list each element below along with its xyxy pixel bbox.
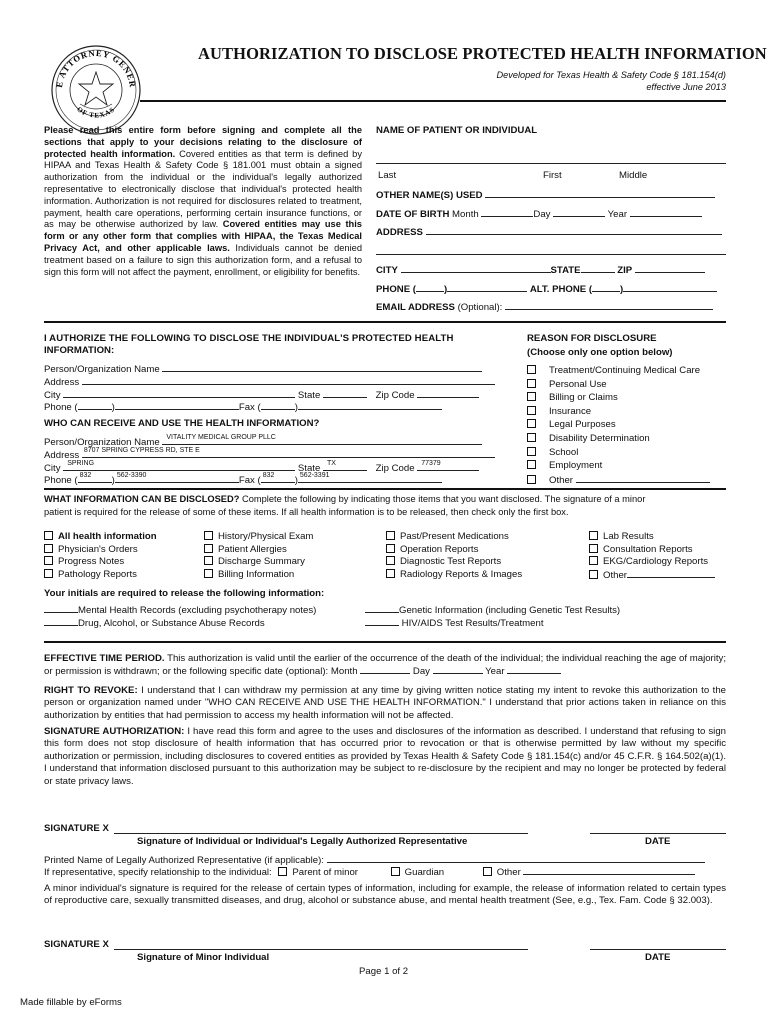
reason-checkbox[interactable] <box>527 447 536 456</box>
minor-signature-caption: Signature of Minor Individual <box>137 952 270 963</box>
recv-fax-area[interactable] <box>261 474 295 483</box>
info-checkbox[interactable] <box>204 544 213 553</box>
info-option-discharge-summary[interactable] <box>204 556 313 569</box>
auth-address-row <box>44 376 495 388</box>
address-label: ADDRESS <box>376 227 423 238</box>
address-line-2[interactable] <box>376 254 726 255</box>
info-option-pathology-reports[interactable] <box>44 569 157 582</box>
authorize-heading-2: INFORMATION: <box>44 345 115 356</box>
phone-area-field[interactable] <box>416 283 444 292</box>
auth-state-label: State <box>297 390 321 401</box>
info-checkbox[interactable] <box>44 556 53 565</box>
info-option-radiology-reports-images[interactable] <box>386 569 522 582</box>
section-divider-1 <box>44 321 726 323</box>
what-column-1 <box>44 531 157 581</box>
info-label: Past/Present Medications <box>400 531 509 542</box>
recv-phone-area[interactable] <box>78 474 112 483</box>
info-label: Physician's Orders <box>58 543 138 555</box>
reason-option-employment[interactable] <box>527 460 727 474</box>
recv-state-value: TX <box>326 460 336 467</box>
phone-row: PHONE ( ) ALT. PHONE ( ) <box>376 283 717 295</box>
initial-genetic-label: Genetic Information (including Genetic Test Results) <box>399 605 621 616</box>
attorney-general-seal <box>50 44 142 136</box>
dob-year-label: Year <box>607 209 628 220</box>
printed-name-field[interactable] <box>327 854 705 863</box>
header-divider <box>140 100 726 102</box>
reason-option-legal-purposes[interactable] <box>527 419 727 433</box>
auth-fax-field[interactable] <box>298 401 442 410</box>
initials-row-2 <box>44 617 265 629</box>
info-label: Other <box>603 569 627 581</box>
info-checkbox[interactable] <box>589 570 598 579</box>
patient-name-line[interactable] <box>376 163 726 164</box>
initial-drug-alcohol-field[interactable] <box>44 617 78 626</box>
email-field[interactable] <box>505 301 713 310</box>
info-label: Pathology Reports <box>58 568 137 580</box>
city-label: CITY <box>376 265 398 276</box>
recv-address-field[interactable] <box>82 449 495 458</box>
initials-row-1 <box>44 604 316 616</box>
recv-zip-label: Zip Code <box>375 463 415 474</box>
zip-label: ZIP <box>617 265 633 276</box>
revoke-paragraph <box>44 685 726 722</box>
parent-label: Parent of minor <box>292 867 358 878</box>
info-label: Progress Notes <box>58 556 125 568</box>
recv-phone-area-value: 832 <box>79 472 92 479</box>
effective-year-field[interactable] <box>507 665 561 674</box>
info-label: Consultation Reports <box>603 543 693 555</box>
initial-mental-health-field[interactable] <box>44 604 78 613</box>
auth-phone-label: Phone <box>44 402 72 413</box>
reason-option-disability-determination[interactable] <box>527 433 727 447</box>
page-number: Page 1 of 2 <box>359 966 409 977</box>
revoke-text: I understand that I can withdraw my permission at any time by giving written notice stating my intent to revoke this authorization to the person or organization named under "WHO CAN RECEIVE AND USE THE HEALTH INFORMATION." I understand that prior actions taken in reliance on this authorization by entities that had permission to access my health information will not be affected. <box>44 685 726 721</box>
other-names-row <box>376 189 715 201</box>
eforms-credit: Made fillable by eForms <box>20 997 122 1008</box>
effective-label: EFFECTIVE TIME PERIOD. <box>44 653 165 664</box>
effective-text: This authorization is valid until the earlier of the occurrence of the death of the individual; the individual reaching the age of majority; or permission is withdrawn; or the following specific date (optional): Month <box>44 653 726 678</box>
info-option-lab-results[interactable] <box>589 531 715 544</box>
recv-fax-value: 562-3391 <box>299 472 330 479</box>
minor-signature-line[interactable] <box>114 949 528 950</box>
dob-month-field[interactable] <box>481 208 533 217</box>
recv-city-label: City <box>44 463 61 474</box>
recv-zip-value: 77379 <box>421 460 441 467</box>
auth-phone-area[interactable] <box>78 401 112 410</box>
printed-name-label: Printed Name of Legally Authorized Representative (if applicable): <box>44 855 324 866</box>
reason-heading: REASON FOR DISCLOSURE <box>527 333 657 344</box>
reason-option-school[interactable] <box>527 447 727 461</box>
first-label: First <box>543 170 562 181</box>
effective-month-field[interactable] <box>360 665 410 674</box>
info-checkbox[interactable] <box>44 531 53 540</box>
other-relationship-field[interactable] <box>523 866 695 875</box>
reason-label: Personal Use <box>549 378 607 390</box>
city-row <box>376 264 705 276</box>
auth-state-field[interactable] <box>323 389 367 398</box>
date-caption: DATE <box>645 836 671 847</box>
auth-phone-field[interactable] <box>115 401 239 410</box>
intro-bold-2: Covered entities may use this form or any other form that complies with HIPAA, the Texas Medical Privacy Act, and other applicable laws. <box>44 219 362 253</box>
auth-fax-label: Fax <box>238 402 255 413</box>
info-checkbox[interactable] <box>589 531 598 540</box>
recv-phone-row: Phone ( 832 ) 562-3390 Fax ( 832 ) 562-3391 <box>44 474 442 486</box>
intro-text: Covered entities as that term is defined by HIPAA and Texas Health & Safety Code § 181.001 must obtain a signed authorization from the individual or the individual's legally authorized representative to electronically disclose that individual's protected health information. Authorization is not required for disclosures related to treatment, payment, health care operations, performing certain insurance functions, or as may be otherwise authorized by law. <box>44 148 362 230</box>
recv-state-field[interactable] <box>323 462 367 471</box>
recv-city-field[interactable] <box>63 462 295 471</box>
info-label: Lab Results <box>603 531 654 542</box>
initial-hiv-field[interactable] <box>365 617 399 626</box>
recv-city-value: SPRING <box>67 460 95 467</box>
info-checkbox[interactable] <box>204 569 213 578</box>
dob-year-field[interactable] <box>630 208 702 217</box>
reason-option-other[interactable] <box>527 474 727 488</box>
info-label: History/Physical Exam <box>218 531 314 542</box>
info-option-history-physical-exam[interactable] <box>204 531 313 544</box>
zip-field[interactable] <box>635 264 705 273</box>
reason-label: Treatment/Continuing Medical Care <box>549 365 701 376</box>
info-option-billing-information[interactable] <box>204 569 313 582</box>
phone-label: PHONE ( <box>376 284 416 295</box>
recv-person-value: VITALITY MEDICAL GROUP PLLC <box>166 434 276 441</box>
recv-city-row <box>44 462 479 474</box>
recv-fax-area-value: 832 <box>262 472 275 479</box>
info-checkbox[interactable] <box>44 544 53 553</box>
signature-authorization-paragraph <box>44 726 726 788</box>
alt-phone-field[interactable] <box>623 283 717 292</box>
intro-text-2: Individuals cannot be denied treatment based on a failure to sign this authorization form, and a refusal to sign this form will not affect the payment, enrollment, or eligibility for benefits. <box>44 242 362 277</box>
reason-checkbox[interactable] <box>527 475 536 484</box>
minor-signature-label: SIGNATURE X <box>44 939 109 950</box>
info-option-other[interactable] <box>589 569 715 582</box>
recv-person-label: Person/Organization Name <box>44 437 160 448</box>
other-names-field[interactable] <box>485 189 715 198</box>
email-row <box>376 301 713 313</box>
reason-option-insurance[interactable] <box>527 406 727 420</box>
auth-person-field[interactable] <box>162 363 482 372</box>
info-checkbox[interactable] <box>386 544 395 553</box>
signature-line[interactable] <box>114 833 528 834</box>
recv-address-label: Address <box>44 450 80 461</box>
recv-person-field[interactable] <box>162 436 482 445</box>
info-option-diagnostic-test-reports[interactable] <box>386 556 522 569</box>
info-checkbox[interactable] <box>204 556 213 565</box>
initial-mental-health-label: Mental Health Records (excluding psychotherapy notes) <box>78 605 317 616</box>
info-option-operation-reports[interactable] <box>386 544 522 557</box>
info-option-physician-s-orders[interactable] <box>44 544 157 557</box>
relationship-label: If representative, specify relationship to the individual: <box>44 867 272 878</box>
reason-other-field[interactable] <box>576 474 710 483</box>
auth-city-row <box>44 389 479 401</box>
other-relationship-checkbox[interactable] <box>483 867 492 876</box>
info-checkbox[interactable] <box>204 531 213 540</box>
sigauth-text: I have read this form and agree to the uses and disclosures of the information as described. I understand that refusing to sign this form does not stop disclosure of health information that has occurred prior to revocation or that is otherwise permitted by law without my specific authorization or permission, including disclosures to covered entities as provided by Texas Health & Safety Code § 181.154(c) and/or 45 C.F.R. § 164.502(a)(1). I understand that information disclosed pursuant to this authorization may be subject to re-disclosure by the recipient and may no longer be protected by federal or state privacy laws. <box>44 726 726 787</box>
info-option-past-present-medications[interactable] <box>386 531 522 544</box>
signature-label: SIGNATURE X <box>44 823 109 834</box>
auth-fax-area[interactable] <box>261 401 295 410</box>
what-column-2 <box>204 531 313 581</box>
minor-date-caption: DATE <box>645 952 671 963</box>
guardian-checkbox[interactable] <box>391 867 400 876</box>
info-label: Radiology Reports & Images <box>400 568 523 580</box>
auth-city-field[interactable] <box>63 389 295 398</box>
info-label: All health information <box>58 531 157 542</box>
initial-drug-alcohol-label: Drug, Alcohol, or Substance Abuse Records <box>78 618 265 629</box>
section-divider-2 <box>44 488 726 490</box>
reason-label: Legal Purposes <box>549 419 616 431</box>
section-divider-3 <box>44 641 726 643</box>
reason-options <box>527 365 727 487</box>
what-column-4 <box>589 531 715 581</box>
guardian-label: Guardian <box>404 867 445 878</box>
auth-person-label: Person/Organization Name <box>44 364 160 375</box>
info-checkbox[interactable] <box>386 556 395 565</box>
reason-checkbox[interactable] <box>527 379 536 388</box>
printed-name-row <box>44 854 705 866</box>
auth-address-field[interactable] <box>82 376 495 385</box>
other-names-label: OTHER NAME(S) USED <box>376 190 483 201</box>
phone-field[interactable] <box>447 283 527 292</box>
sigauth-label: SIGNATURE AUTHORIZATION: <box>44 726 185 737</box>
info-checkbox[interactable] <box>589 556 598 565</box>
dob-label: DATE OF BIRTH <box>376 209 450 220</box>
initial-genetic-field[interactable] <box>365 604 399 613</box>
reason-checkbox[interactable] <box>527 433 536 442</box>
reason-label: Insurance <box>549 405 592 417</box>
recv-phone-value: 562-3390 <box>116 472 147 479</box>
info-option-all-health-information[interactable] <box>44 531 157 544</box>
info-option-consultation-reports[interactable] <box>589 544 715 557</box>
reason-checkbox[interactable] <box>527 460 536 469</box>
alt-phone-label: ALT. PHONE ( <box>529 284 593 295</box>
minor-date-line[interactable] <box>590 949 726 950</box>
reason-subheading: (Choose only one option below) <box>527 347 673 358</box>
dob-month-label: Month <box>452 209 479 220</box>
reason-checkbox[interactable] <box>527 365 536 374</box>
reason-label: School <box>549 446 579 458</box>
recv-state-label: State <box>297 463 321 474</box>
dob-day-field[interactable] <box>553 208 605 217</box>
recv-fax-label: Fax <box>238 475 255 486</box>
minor-paragraph: A minor individual's signature is required for the release of certain types of information, including for example, the release of information related to certain types of reproductive care, sexually transmitted diseases, and drug, alcohol or substance abuse, and mental health treatment (See, e.g., Tex. Fam. Code § 32.003). <box>44 883 726 907</box>
svg-text:OF TEXAS: OF TEXAS <box>75 105 117 120</box>
reason-label: Employment <box>549 460 603 472</box>
reason-checkbox[interactable] <box>527 392 536 401</box>
recv-phone-label: Phone <box>44 475 72 486</box>
initials-row-3 <box>365 604 620 616</box>
info-label: Diagnostic Test Reports <box>400 556 502 568</box>
other-relationship-label: Other <box>496 867 521 878</box>
auth-address-label: Address <box>44 377 80 388</box>
info-label: EKG/Cardiology Reports <box>603 556 709 568</box>
effective-paragraph <box>44 653 726 679</box>
info-option-progress-notes[interactable] <box>44 556 157 569</box>
info-checkbox[interactable] <box>589 544 598 553</box>
what-column-3 <box>386 531 522 581</box>
signature-caption: Signature of Individual or Individual's Legally Authorized Representative <box>137 836 468 847</box>
email-optional: (Optional): <box>457 302 503 313</box>
alt-phone-area-field[interactable] <box>592 283 620 292</box>
info-checkbox[interactable] <box>386 569 395 578</box>
reason-label: Billing or Claims <box>549 392 618 404</box>
reason-option-billing-or-claims[interactable] <box>527 392 727 406</box>
authorize-heading: I AUTHORIZE THE FOLLOWING TO DISCLOSE THE INDIVIDUAL'S PROTECTED HEALTH <box>44 333 454 344</box>
info-label: Billing Information <box>218 568 295 580</box>
reason-checkbox[interactable] <box>527 419 536 428</box>
info-checkbox[interactable] <box>44 569 53 578</box>
city-field[interactable] <box>401 264 551 273</box>
relationship-row <box>44 866 695 878</box>
auth-city-label: City <box>44 390 61 401</box>
auth-person-row <box>44 363 482 375</box>
info-other-field[interactable] <box>627 569 715 578</box>
form-title: AUTHORIZATION TO DISCLOSE PROTECTED HEALTH INFORMATION <box>198 44 767 63</box>
dob-row <box>376 208 702 220</box>
reason-checkbox[interactable] <box>527 406 536 415</box>
intro-bold: Please read this entire form before signing and complete all the sections that apply to your decisions relating to the disclosure of protected health information. <box>44 125 362 159</box>
auth-zip-field[interactable] <box>417 389 479 398</box>
address-row <box>376 226 722 238</box>
state-label: STATE <box>550 265 581 276</box>
revoke-label: RIGHT TO REVOKE: <box>44 685 138 696</box>
effective-day-label: Day <box>412 666 430 678</box>
initials-heading: Your initials are required to release the following information: <box>44 588 325 599</box>
recv-phone-field[interactable] <box>115 474 239 483</box>
middle-label: Middle <box>619 170 648 181</box>
recv-fax-field[interactable] <box>298 474 442 483</box>
info-label: Operation Reports <box>400 543 479 555</box>
what-row-1 <box>44 494 645 504</box>
info-label: Patient Allergies <box>218 543 287 555</box>
receive-heading: WHO CAN RECEIVE AND USE THE HEALTH INFORMATION? <box>44 418 320 429</box>
state-field[interactable] <box>581 264 615 273</box>
auth-phone-row: Phone ( ) Fax ( ) <box>44 401 442 413</box>
intro-paragraph <box>44 125 362 278</box>
what-text-2: patient is required for the release of some of these items. If all health information is to be released, then check only the first box. <box>44 507 569 517</box>
parent-checkbox[interactable] <box>278 867 287 876</box>
info-option-ekg-cardiology-reports[interactable] <box>589 556 715 569</box>
what-heading: WHAT INFORMATION CAN BE DISCLOSED? <box>44 494 240 504</box>
auth-zip-label: Zip Code <box>375 390 415 401</box>
reason-option-personal-use[interactable] <box>527 379 727 393</box>
reason-option-treatment-continuing-medical-care[interactable] <box>527 365 727 379</box>
info-label: Discharge Summary <box>218 556 305 568</box>
dob-day-label: Day <box>533 209 551 220</box>
initial-hiv-label: HIV/AIDS Test Results/Treatment <box>401 618 544 629</box>
form-subtitle-date: effective June 2013 <box>646 82 726 92</box>
effective-year-label: Year <box>485 666 505 678</box>
reason-label: Other <box>549 474 573 486</box>
form-subtitle-code: Developed for Texas Health & Safety Code § 181.154(d) <box>496 70 726 80</box>
email-label: EMAIL ADDRESS <box>376 302 455 313</box>
effective-day-field[interactable] <box>433 665 483 674</box>
address-field[interactable] <box>426 226 722 235</box>
recv-zip-field[interactable] <box>417 462 479 471</box>
svg-text:THE ATTORNEY GENERAL: E ATTORNEY GENER <box>54 47 139 89</box>
date-line[interactable] <box>590 833 726 834</box>
initials-row-4 <box>365 617 544 629</box>
recv-address-value: 8707 SPRING CYPRESS RD, STE E <box>83 447 200 454</box>
last-label: Last <box>378 170 397 181</box>
reason-label: Disability Determination <box>549 432 650 444</box>
what-text-1: Complete the following by indicating those items that you want disclosed. The signature of a minor <box>239 494 646 504</box>
patient-heading: NAME OF PATIENT OR INDIVIDUAL <box>376 125 538 136</box>
info-option-patient-allergies[interactable] <box>204 544 313 557</box>
info-checkbox[interactable] <box>386 531 395 540</box>
